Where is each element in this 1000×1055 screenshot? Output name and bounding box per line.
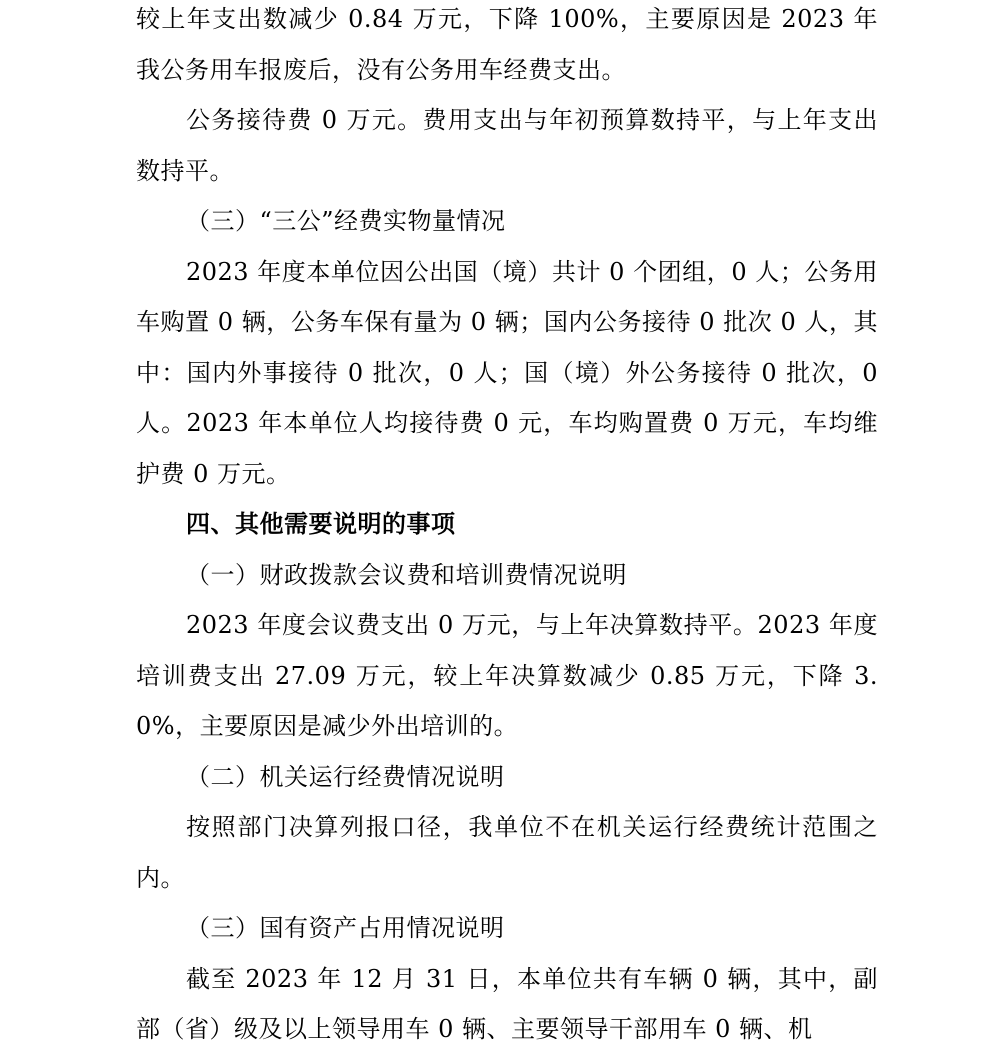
paragraph-meeting-training: 2023 年度会议费支出 0 万元，与上年决算数持平。2023 年度培训费支出 27.09 万元，较上年决算数减少 0.85 万元，下降 3.0%，主要原因是减少外出培训的。 [136,611,878,740]
document-page [136,0,878,1055]
subheading-physical-quantity: （三）“三公”经费实物量情况 [186,207,506,235]
subheading-meeting-training: （一）财政拨款会议费和培训费情况说明 [186,560,627,589]
subheading-state-assets: （三）国有资产占用情况说明 [186,914,505,942]
section-heading-other-matters: 四、其他需要说明的事项 [186,509,456,538]
paragraph-operating-expense: 按照部门决算列报口径，我单位不在机关运行经费统计范围之内。 [136,813,878,892]
paragraph-state-assets: 截至 2023 年 12 月 31 日，本单位共有车辆 0 辆，其中，副部（省）级及以上领导用车 0 辆、主要领导干部用车 0 辆、机 [136,964,878,1043]
paragraph-reception-expense: 公务接待费 0 万元。费用支出与年初预算数持平，与上年支出数持平。 [136,106,878,185]
paragraph-physical-quantity: 2023 年度本单位因公出国（境）共计 0 个团组，0 人；公务用车购置 0 辆，公务车保有量为 0 辆；国内公务接待 0 批次 0 人，其中：国内外事接待 0 批次，0 人；国（境）外公务接待 0 批次，0 人。2023 年本单位人均接待费 0 元，车均购置费 0 万元，车均维护费 0 万元。 [136,257,878,488]
paragraph-public-vehicle-expense: 较上年支出数减少 0.84 万元，下降 100%，主要原因是 2023 年我公务用车报废后，没有公务用车经费支出。 [136,5,878,84]
subheading-operating-expense: （二）机关运行经费情况说明 [186,762,505,791]
